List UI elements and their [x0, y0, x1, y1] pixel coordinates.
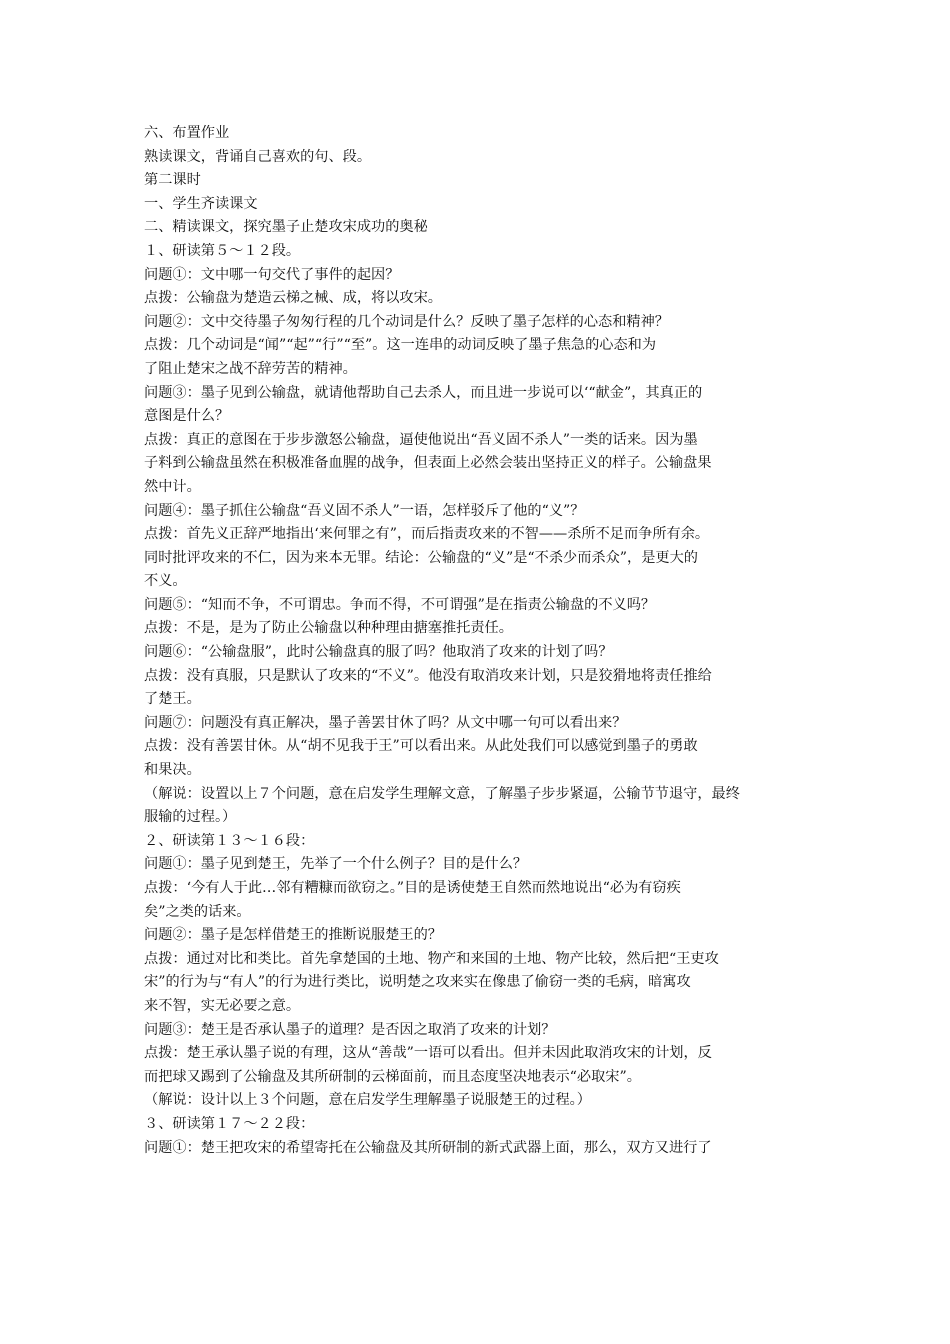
section-heading: 第二课时	[144, 172, 201, 189]
answer-line: 点拨：几个动词是“闻”“起”“行”“至”。这一连串的动词反映了墨子焦急的心态和为	[144, 337, 657, 354]
subsection-heading: ２、研读第１３～１６段：	[144, 832, 315, 849]
answer-line: 点拨：楚王承认墨子说的有理，这从“善哉”一语可以看出。但并未因此取消攻宋的计划，反	[144, 1045, 712, 1062]
answer-line: 点拨：首先义正辞严地指出‘来何罪之有”，而后指责攻来的不智——杀所不足而争所有余。	[144, 526, 710, 543]
text-line: 子料到公输盘虽然在积极准备血腥的战争，但表面上必然会装出坚持正义的样子。公输盘果	[144, 455, 712, 472]
question-line: 问题③：墨子见到公输盘，就请他帮助自己去杀人，而且进一步说可以‘“献金”，其真正的	[144, 384, 703, 401]
note-line: （解说：设计以上３个问题，意在启发学生理解墨子说服楚王的过程。）	[144, 1092, 591, 1109]
section-heading: 六、布置作业	[144, 125, 230, 141]
text-line: 不义。	[144, 573, 187, 590]
document-body	[144, 122, 810, 1160]
answer-line: 点拨：不是，是为了防止公输盘以种种理由搪塞推托责任。	[144, 620, 513, 637]
text-line: 了阻止楚宋之战不辞劳苦的精神。	[144, 360, 357, 377]
answer-line: 点拨：公输盘为楚造云梯之械、成，将以攻宋。	[144, 290, 442, 307]
answer-line: 点拨：通过对比和类比。首先拿楚国的土地、物产和来国的土地、物产比较，然后把“王吏攻	[144, 950, 719, 967]
question-line: 问题①：墨子见到楚王，先举了一个什么例子？目的是什么？	[144, 856, 528, 873]
question-line: 问题②：文中交待墨子匆匆行程的几个动词是什么？反映了墨子怎样的心态和精神？	[144, 313, 669, 330]
subsection-heading: １、研读第５～１２段。	[144, 242, 301, 259]
question-line: 问题⑤：“知而不争，不可谓忠。争而不得，不可谓强”是在指责公输盘的不义吗？	[144, 596, 656, 613]
answer-line: 点拨：没有善罢甘休。从“胡不见我于王”可以看出来。从此处我们可以感觉到墨子的勇敢	[144, 738, 698, 755]
text-line: 了楚王。	[144, 691, 201, 708]
text-line: 同时批评攻来的不仁，因为来本无罪。结论：公输盘的“义”是“不杀少而杀众”，是更大的	[144, 549, 698, 566]
question-line: 问题①：楚王把攻宋的希望寄托在公输盘及其所研制的新式武器上面，那么，双方又进行了	[144, 1139, 712, 1156]
question-line: 问题⑥：“公输盘服”，此时公输盘真的服了吗？他取消了攻来的计划了吗？	[144, 644, 613, 661]
question-line: 问题③：楚王是否承认墨子的道理？是否因之取消了攻来的计划？	[144, 1021, 556, 1038]
text-line: 然中计。	[144, 478, 201, 495]
answer-line: 点拨：‘今有人于此…邻有糟糠而欲窃之。”目的是诱使楚王自然而然地说出“必为有窃疾	[144, 880, 681, 896]
text-line: 宋”的行为与“有人”的行为进行类比，说明楚之攻来实在像患了偷窃一类的毛病，暗寓攻	[144, 974, 691, 991]
section-heading: 一、学生齐读课文	[144, 195, 258, 212]
note-line: 服输的过程。）	[144, 809, 237, 826]
question-line: 问题①：文中哪一句交代了事件的起因？	[144, 266, 400, 283]
text-line: 来不智，实无必要之意。	[144, 997, 301, 1014]
answer-line: 点拨：真正的意图在于步步激怒公输盘，逼使他说出“吾义固不杀人”一类的话来。因为墨	[144, 431, 698, 448]
question-line: 问题④：墨子抓住公输盘“吾义固不杀人”一语，怎样驳斥了他的“义”？	[144, 502, 585, 519]
text-line: 意图是什么？	[144, 408, 230, 425]
text-line: 矣”之类的话来。	[144, 903, 251, 920]
answer-line: 点拨：没有真服，只是默认了攻来的“不义”。他没有取消攻来计划，只是狡猾地将责任推给	[144, 667, 712, 684]
section-heading: 二、精读课文，探究墨子止楚攻宋成功的奥秘	[144, 219, 428, 236]
question-line: 问题⑦：问题没有真正解决，墨子善罢甘休了吗？从文中哪一句可以看出来？	[144, 714, 627, 731]
text-line: 而把球又踢到了公输盘及其所研制的云梯面前，而且态度坚决地表示“必取宋”。	[144, 1068, 641, 1085]
question-line: 问题②：墨子是怎样借楚王的推断说服楚王的？	[144, 927, 442, 944]
note-line: （解说：设置以上７个问题，意在启发学生理解文意，了解墨子步步紧逼，公输节节退守，最终	[144, 785, 740, 802]
subsection-heading: ３、研读第１７～２２段：	[144, 1115, 315, 1132]
text-line: 和果决。	[144, 762, 201, 779]
text-line: 熟读课文，背诵自己喜欢的句、段。	[144, 148, 372, 165]
